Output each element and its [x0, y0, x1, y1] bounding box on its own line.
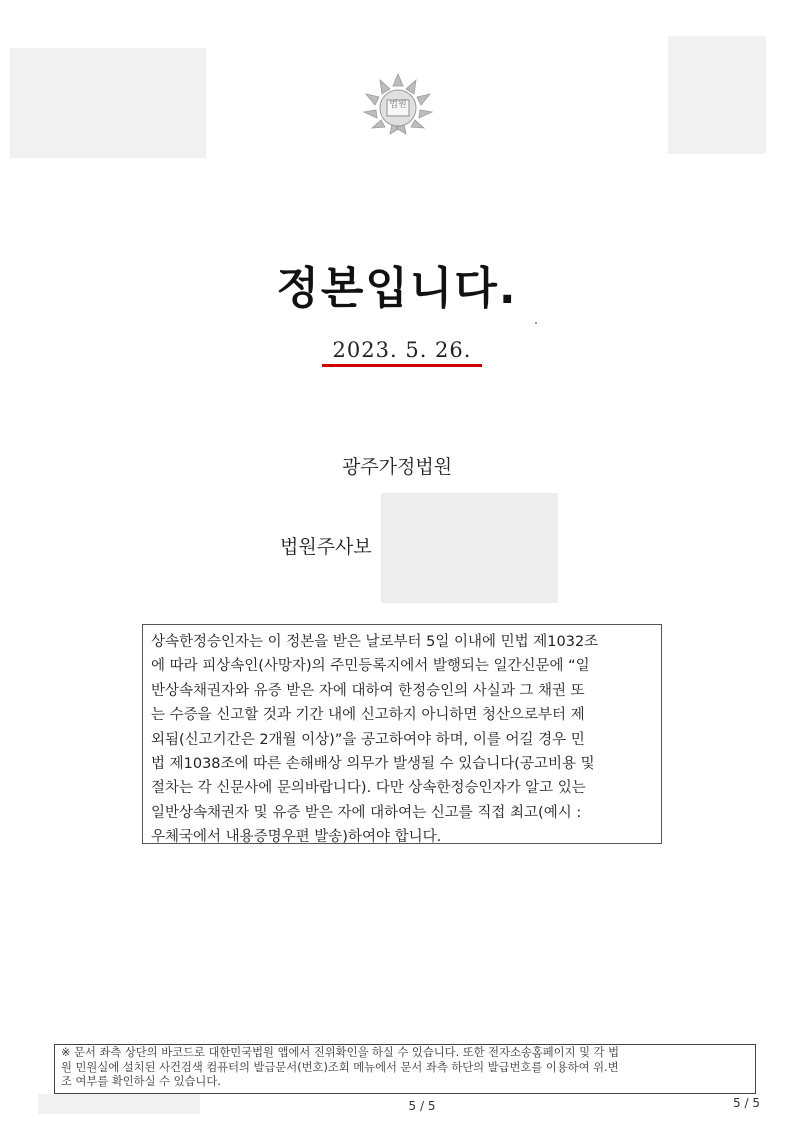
- emblem-label: 법원: [389, 100, 407, 110]
- barcode-blurred: [10, 48, 206, 158]
- verification-footer: [54, 1044, 756, 1094]
- notice-line: 에 따라 피상속인(사망자)의 주민등록지에서 발행되는 일간신문에 “일: [151, 658, 590, 675]
- notice-line: 우체국에서 내용증명우편 발송)하여야 합니다.: [151, 829, 442, 846]
- page-number-corner: 5 / 5: [733, 1096, 760, 1110]
- official-title: 법원주사보: [280, 536, 372, 558]
- qr-code-blurred: [668, 36, 766, 154]
- notice-line: 반상속채권자와 유증 받은 자에 대하여 한정승인의 사실과 그 채권 또: [151, 682, 585, 699]
- notice-line: 는 수증을 신고할 것과 기간 내에 신고하지 아니하면 청산으로부터 제: [151, 707, 585, 724]
- notice-line: 일반상속채권자 및 유증 받은 자에 대하여는 신고를 직접 최고(예시 :: [151, 804, 582, 821]
- date-underline: [322, 364, 482, 367]
- notice-line: 외됨(신고기간은 2개월 이상)”을 공고하여야 하며, 이를 어길 경우 민: [151, 731, 585, 748]
- issue-number-blurred: [38, 1094, 200, 1114]
- notice-box: [142, 624, 662, 844]
- speck: [535, 322, 537, 324]
- signature-blurred: [381, 493, 558, 603]
- footer-line: 조 여부를 확인하실 수 있습니다.: [61, 1075, 221, 1088]
- document-title: 정본입니다.: [276, 263, 518, 314]
- notice-line: 절차는 각 신문사에 문의바랍니다). 다만 상속한정승인자가 알고 있는: [151, 780, 586, 797]
- footer-line: ※ 문서 좌측 상단의 바코드로 대한민국법원 앱에서 진위확인을 하실 수 있습니다. 또한 전자소송홈페이지 및 각 법: [61, 1046, 620, 1059]
- issue-date: 2023. 5. 26.: [332, 338, 472, 362]
- notice-line: 법 제1038조에 따른 손해배상 의무가 발생될 수 있습니다(공고비용 및: [151, 756, 595, 773]
- page-number: 5 / 5: [408, 1099, 436, 1113]
- court-name: 광주가정법원: [341, 456, 453, 478]
- notice-line: 상속한정승인자는 이 정본을 받은 날로부터 5일 이내에 민법 제1032조: [151, 634, 599, 650]
- footer-line: 원 민원실에 설치된 사건검색 컴퓨터의 발급문서(번호)조회 메뉴에서 문서 좌측 하단의 발급번호를 이용하여 위.변: [61, 1060, 619, 1074]
